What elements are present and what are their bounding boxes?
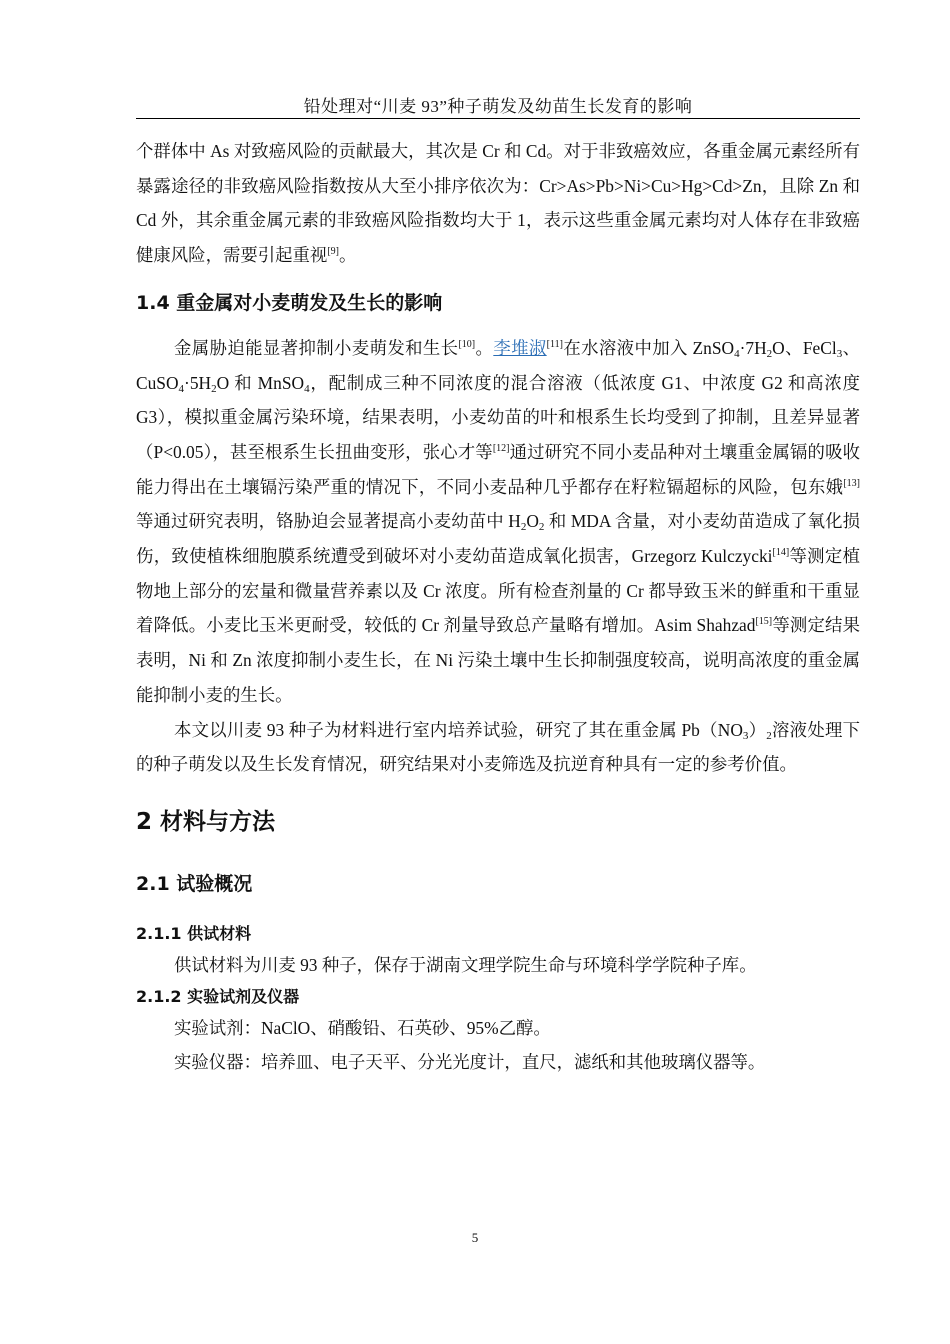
section-heading-2: 2 材料与方法 — [136, 808, 276, 835]
section-heading-2-1: 2.1 试验概况 — [136, 872, 253, 895]
section-heading-2-1-2: 2.1.2 实验试剂及仪器 — [136, 986, 300, 1006]
subscript: 2 — [538, 521, 545, 534]
subscript: 3 — [836, 347, 843, 360]
paragraph-text: 在水溶液中加入 ZnSO — [562, 337, 735, 358]
subscript: 4 — [304, 382, 310, 395]
paragraph-text: 和 MDA 含量，对小麦幼苗造成了氧化损伤，致使植株细胞膜系统遭受到破坏对小麦幼苗造成氧化损害，Grzegorz Kulczycki — [136, 511, 860, 567]
running-header: 铅处理对“川麦 93”种子萌发及幼苗生长发育的影响 — [303, 97, 693, 116]
citation-15: [15] — [755, 616, 773, 628]
author-link[interactable]: 李堆淑 — [493, 337, 547, 358]
page-number: 5 — [471, 1230, 479, 1245]
subscript: 2 — [211, 382, 217, 395]
paragraph-text: O — [526, 511, 539, 532]
citation-13: [13] — [843, 477, 860, 489]
subscript: 4 — [178, 382, 185, 395]
subscript: 3 — [742, 729, 749, 742]
paragraph-reagents: 实验试剂：NaClO、硝酸铅、石英砂、95%乙醇。 — [174, 1017, 551, 1038]
paragraph-text: ） — [748, 719, 767, 740]
section-heading-1-4: 1.4 重金属对小麦萌发及生长的影响 — [136, 291, 443, 314]
paragraph-risk-summary — [136, 134, 860, 273]
paragraph-text: 个群体中 As 对致癌风险的贡献最大，其次是 Cr 和 Cd。对于非致癌效应，各重金属元素经所有暴露途径的非致癌风险指数按从大至小排序依次为：Cr>As>Pb>Ni>Cu>Hg>Cd>Zn，且除 Zn 和 Cd 外，其余重金属元素的非致癌风险指数均大于 1，表示这些重金属元素均对人体存在非致癌健康风险，需要引起重视 — [136, 141, 860, 266]
citation-14: [14] — [772, 547, 790, 559]
paragraph-text: O 和 MnSO — [216, 372, 305, 393]
subscript: 2 — [766, 729, 772, 742]
subscript: 2 — [766, 347, 773, 360]
paragraph-text: 等测定植物地上部分的宏量和微量营养素以及 Cr 浓度。所有检查剂量的 Cr 都导致玉米的鲜重和干重显着降低。小麦比玉米更耐受，较低的 Cr 剂量导致总产量略有增加。Asim Shahzad — [136, 546, 860, 636]
document-body — [136, 134, 860, 1080]
citation-9: [9] — [327, 246, 339, 258]
paragraph-materials: 供试材料为川麦 93 种子，保存于湖南文理学院生命与环境科学学院种子库。 — [174, 954, 757, 975]
paragraph-heavy-metal-effects — [136, 331, 860, 713]
paragraph-text: 等测定结果表明，Ni 和 Zn 浓度抑制小麦生长，在 Ni 污染土壤中生长抑制强度较高，说明高浓度的重金属能抑制小麦的生长。 — [136, 615, 860, 705]
paragraph-instruments: 实验仪器：培养皿、电子天平、分光光度计，直尺，滤纸和其他玻璃仪器等。 — [174, 1052, 766, 1073]
paragraph-text: O、FeCl — [772, 337, 837, 358]
citation-10: [10] — [458, 338, 476, 350]
paragraph-text: ·5H — [184, 372, 212, 393]
subscript: 2 — [520, 521, 527, 534]
paragraph-text: 。 — [338, 245, 357, 266]
paragraph-text: 通过研究不同小麦品种对土壤重金属镉的吸收能力得出在土壤镉污染严重的情况下，不同小麦品种几乎都存在籽粒镉超标的风险，包东娥 — [136, 441, 860, 497]
paragraph-text: 等通过研究表明，铬胁迫会显著提高小麦幼苗中 H — [136, 511, 521, 532]
paragraph-text: 。 — [475, 337, 494, 358]
paragraph-text: ·7H — [739, 337, 767, 358]
paragraph-text: 金属胁迫能显著抑制小麦萌发和生长 — [174, 337, 459, 358]
paragraph-study-purpose — [136, 713, 860, 782]
subscript: 4 — [734, 347, 740, 360]
paragraph-text: 、CuSO — [136, 337, 860, 393]
paragraph-text: ，配制成三种不同浓度的混合溶液（低浓度 G1、中浓度 G2 和高浓度 G3），模拟重金属污染环境，结果表明，小麦幼苗的叶和根系生长均受到了抑制，且差异显著（P<0.05），甚至根系生长扭曲变形，张心才等 — [136, 372, 860, 462]
header-rule — [136, 118, 860, 119]
citation-11: [11] — [546, 338, 563, 350]
section-heading-2-1-1: 2.1.1 供试材料 — [136, 923, 252, 943]
paragraph-text: 本文以川麦 93 种子为材料进行室内培养试验，研究了其在重金属 Pb（NO — [174, 719, 743, 740]
citation-12: [12] — [492, 442, 510, 454]
paragraph-text: 溶液处理下的种子萌发以及生长发育情况，研究结果对小麦筛选及抗逆育种具有一定的参考价值。 — [136, 719, 860, 775]
